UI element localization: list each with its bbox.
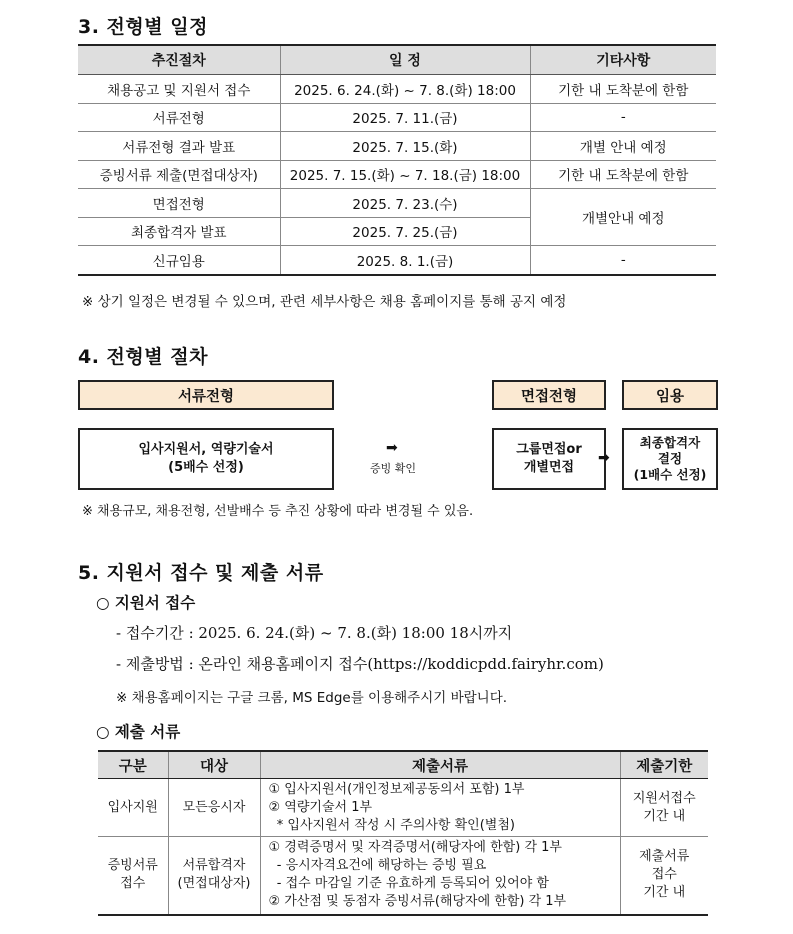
schedule-step: 증빙서류 제출(면접대상자) bbox=[78, 160, 280, 189]
schedule-note: - bbox=[530, 103, 716, 132]
documents-list bbox=[260, 779, 620, 837]
schedule-date: 2025. 7. 25.(금) bbox=[280, 217, 530, 246]
phase-document-header: 서류전형 bbox=[78, 380, 334, 410]
schedule-step: 서류전형 결과 발표 bbox=[78, 132, 280, 161]
section3-title: 3. 전형별 일정 bbox=[78, 16, 208, 38]
schedule-footnote: ※ 상기 일정은 변경될 수 있으며, 관련 세부사항은 채용 홈페이지를 통해 공지 예정 bbox=[82, 294, 567, 310]
documents-item: ② 가산점 및 동점자 증빙서류(해당자에 한함) 각 1부 bbox=[268, 894, 567, 910]
schedule-note: 개별 안내 예정 bbox=[530, 132, 716, 161]
table-row bbox=[78, 75, 716, 104]
table-row bbox=[78, 103, 716, 132]
documents-subheading: ○ 제출 서류 bbox=[96, 723, 181, 741]
application-subheading: ○ 지원서 접수 bbox=[96, 594, 196, 612]
table-row bbox=[98, 837, 708, 915]
right-arrow-icon: ➡ bbox=[386, 440, 398, 456]
phase-interview-header: 면접전형 bbox=[492, 380, 606, 410]
schedule-step: 신규임용 bbox=[78, 246, 280, 275]
schedule-header-step: 추진절차 bbox=[78, 45, 280, 75]
documents-deadline: 지원서접수 기간 내 bbox=[620, 779, 708, 837]
interview-box: 그룹면접or 개별면접 bbox=[492, 428, 606, 490]
schedule-step: 채용공고 및 지원서 접수 bbox=[78, 75, 280, 104]
documents-header-deadline: 제출기한 bbox=[620, 751, 708, 779]
schedule-note: 기한 내 도착분에 한함 bbox=[530, 75, 716, 104]
table-row bbox=[98, 779, 708, 837]
table-row bbox=[78, 246, 716, 275]
section4-title: 4. 전형별 절차 bbox=[78, 346, 208, 368]
schedule-date: 2025. 7. 23.(수) bbox=[280, 189, 530, 218]
documents-category: 입사지원 bbox=[98, 779, 168, 837]
documents-target: 서류합격자 (면접대상자) bbox=[168, 837, 260, 915]
schedule-step: 최종합격자 발표 bbox=[78, 217, 280, 246]
documents-item: ① 입사지원서(개인정보제공동의서 포함) 1부 bbox=[268, 781, 525, 797]
phase-hire-header: 임용 bbox=[622, 380, 718, 410]
schedule-date: 2025. 6. 24.(화) ~ 7. 8.(화) 18:00 bbox=[280, 75, 530, 104]
browser-note: ※ 채용홈페이지는 구글 크롬, MS Edge를 이용해주시기 바랍니다. bbox=[116, 690, 508, 706]
documents-item: ① 경력증명서 및 자격증명서(해당자에 한함) 각 1부 bbox=[268, 840, 562, 856]
documents-deadline: 제출서류 접수 기간 내 bbox=[620, 837, 708, 915]
documents-item: - 응시자격요건에 해당하는 증빙 필요 bbox=[268, 858, 487, 874]
schedule-note: 기한 내 도착분에 한함 bbox=[530, 160, 716, 189]
documents-list bbox=[260, 837, 620, 915]
schedule-note: 개별안내 예정 bbox=[530, 189, 716, 246]
schedule-date: 2025. 8. 1.(금) bbox=[280, 246, 530, 275]
process-footnote: ※ 채용규모, 채용전형, 선발배수 등 추진 상황에 따라 변경될 수 있음. bbox=[82, 504, 474, 519]
schedule-step: 서류전형 bbox=[78, 103, 280, 132]
table-row bbox=[78, 189, 716, 218]
schedule-step: 면접전형 bbox=[78, 189, 280, 218]
application-period: - 접수기간 : 2025. 6. 24.(화) ~ 7. 8.(화) 18:00 18시까지 bbox=[116, 624, 513, 642]
document-screening-box: 입사지원서, 역량기술서 (5배수 선정) bbox=[78, 428, 334, 490]
documents-item: * 입사지원서 작성 시 주의사항 확인(별첨) bbox=[268, 817, 515, 833]
documents-header-row bbox=[98, 751, 708, 779]
schedule-date: 2025. 7. 11.(금) bbox=[280, 103, 530, 132]
documents-item: ② 역량기술서 1부 bbox=[268, 799, 373, 815]
documents-header-docs: 제출서류 bbox=[260, 751, 620, 779]
schedule-header-row bbox=[78, 45, 716, 75]
documents-category: 증빙서류 접수 bbox=[98, 837, 168, 915]
application-method: - 제출방법 : 온라인 채용홈페이지 접수(https://koddicpdd.fairyhr.com) bbox=[116, 655, 604, 673]
table-row bbox=[78, 132, 716, 161]
documents-target: 모든응시자 bbox=[168, 779, 260, 837]
schedule-date: 2025. 7. 15.(화) ~ 7. 18.(금) 18:00 bbox=[280, 160, 530, 189]
documents-header-category: 구분 bbox=[98, 751, 168, 779]
table-row bbox=[78, 160, 716, 189]
section5-title: 5. 지원서 접수 및 제출 서류 bbox=[78, 562, 324, 584]
schedule-table bbox=[78, 44, 716, 276]
documents-item: - 접수 마감일 기준 유효하게 등록되어 있어야 함 bbox=[268, 876, 549, 892]
schedule-header-note: 기타사항 bbox=[530, 45, 716, 75]
schedule-date: 2025. 7. 15.(화) bbox=[280, 132, 530, 161]
documents-header-target: 대상 bbox=[168, 751, 260, 779]
schedule-note: - bbox=[530, 246, 716, 275]
final-selection-box: 최종합격자 결정 (1배수 선정) bbox=[622, 428, 718, 490]
verify-label: 증빙 확인 bbox=[370, 462, 417, 475]
documents-table bbox=[98, 750, 708, 916]
schedule-header-date: 일 정 bbox=[280, 45, 530, 75]
right-arrow-icon: ➡ bbox=[598, 450, 610, 466]
